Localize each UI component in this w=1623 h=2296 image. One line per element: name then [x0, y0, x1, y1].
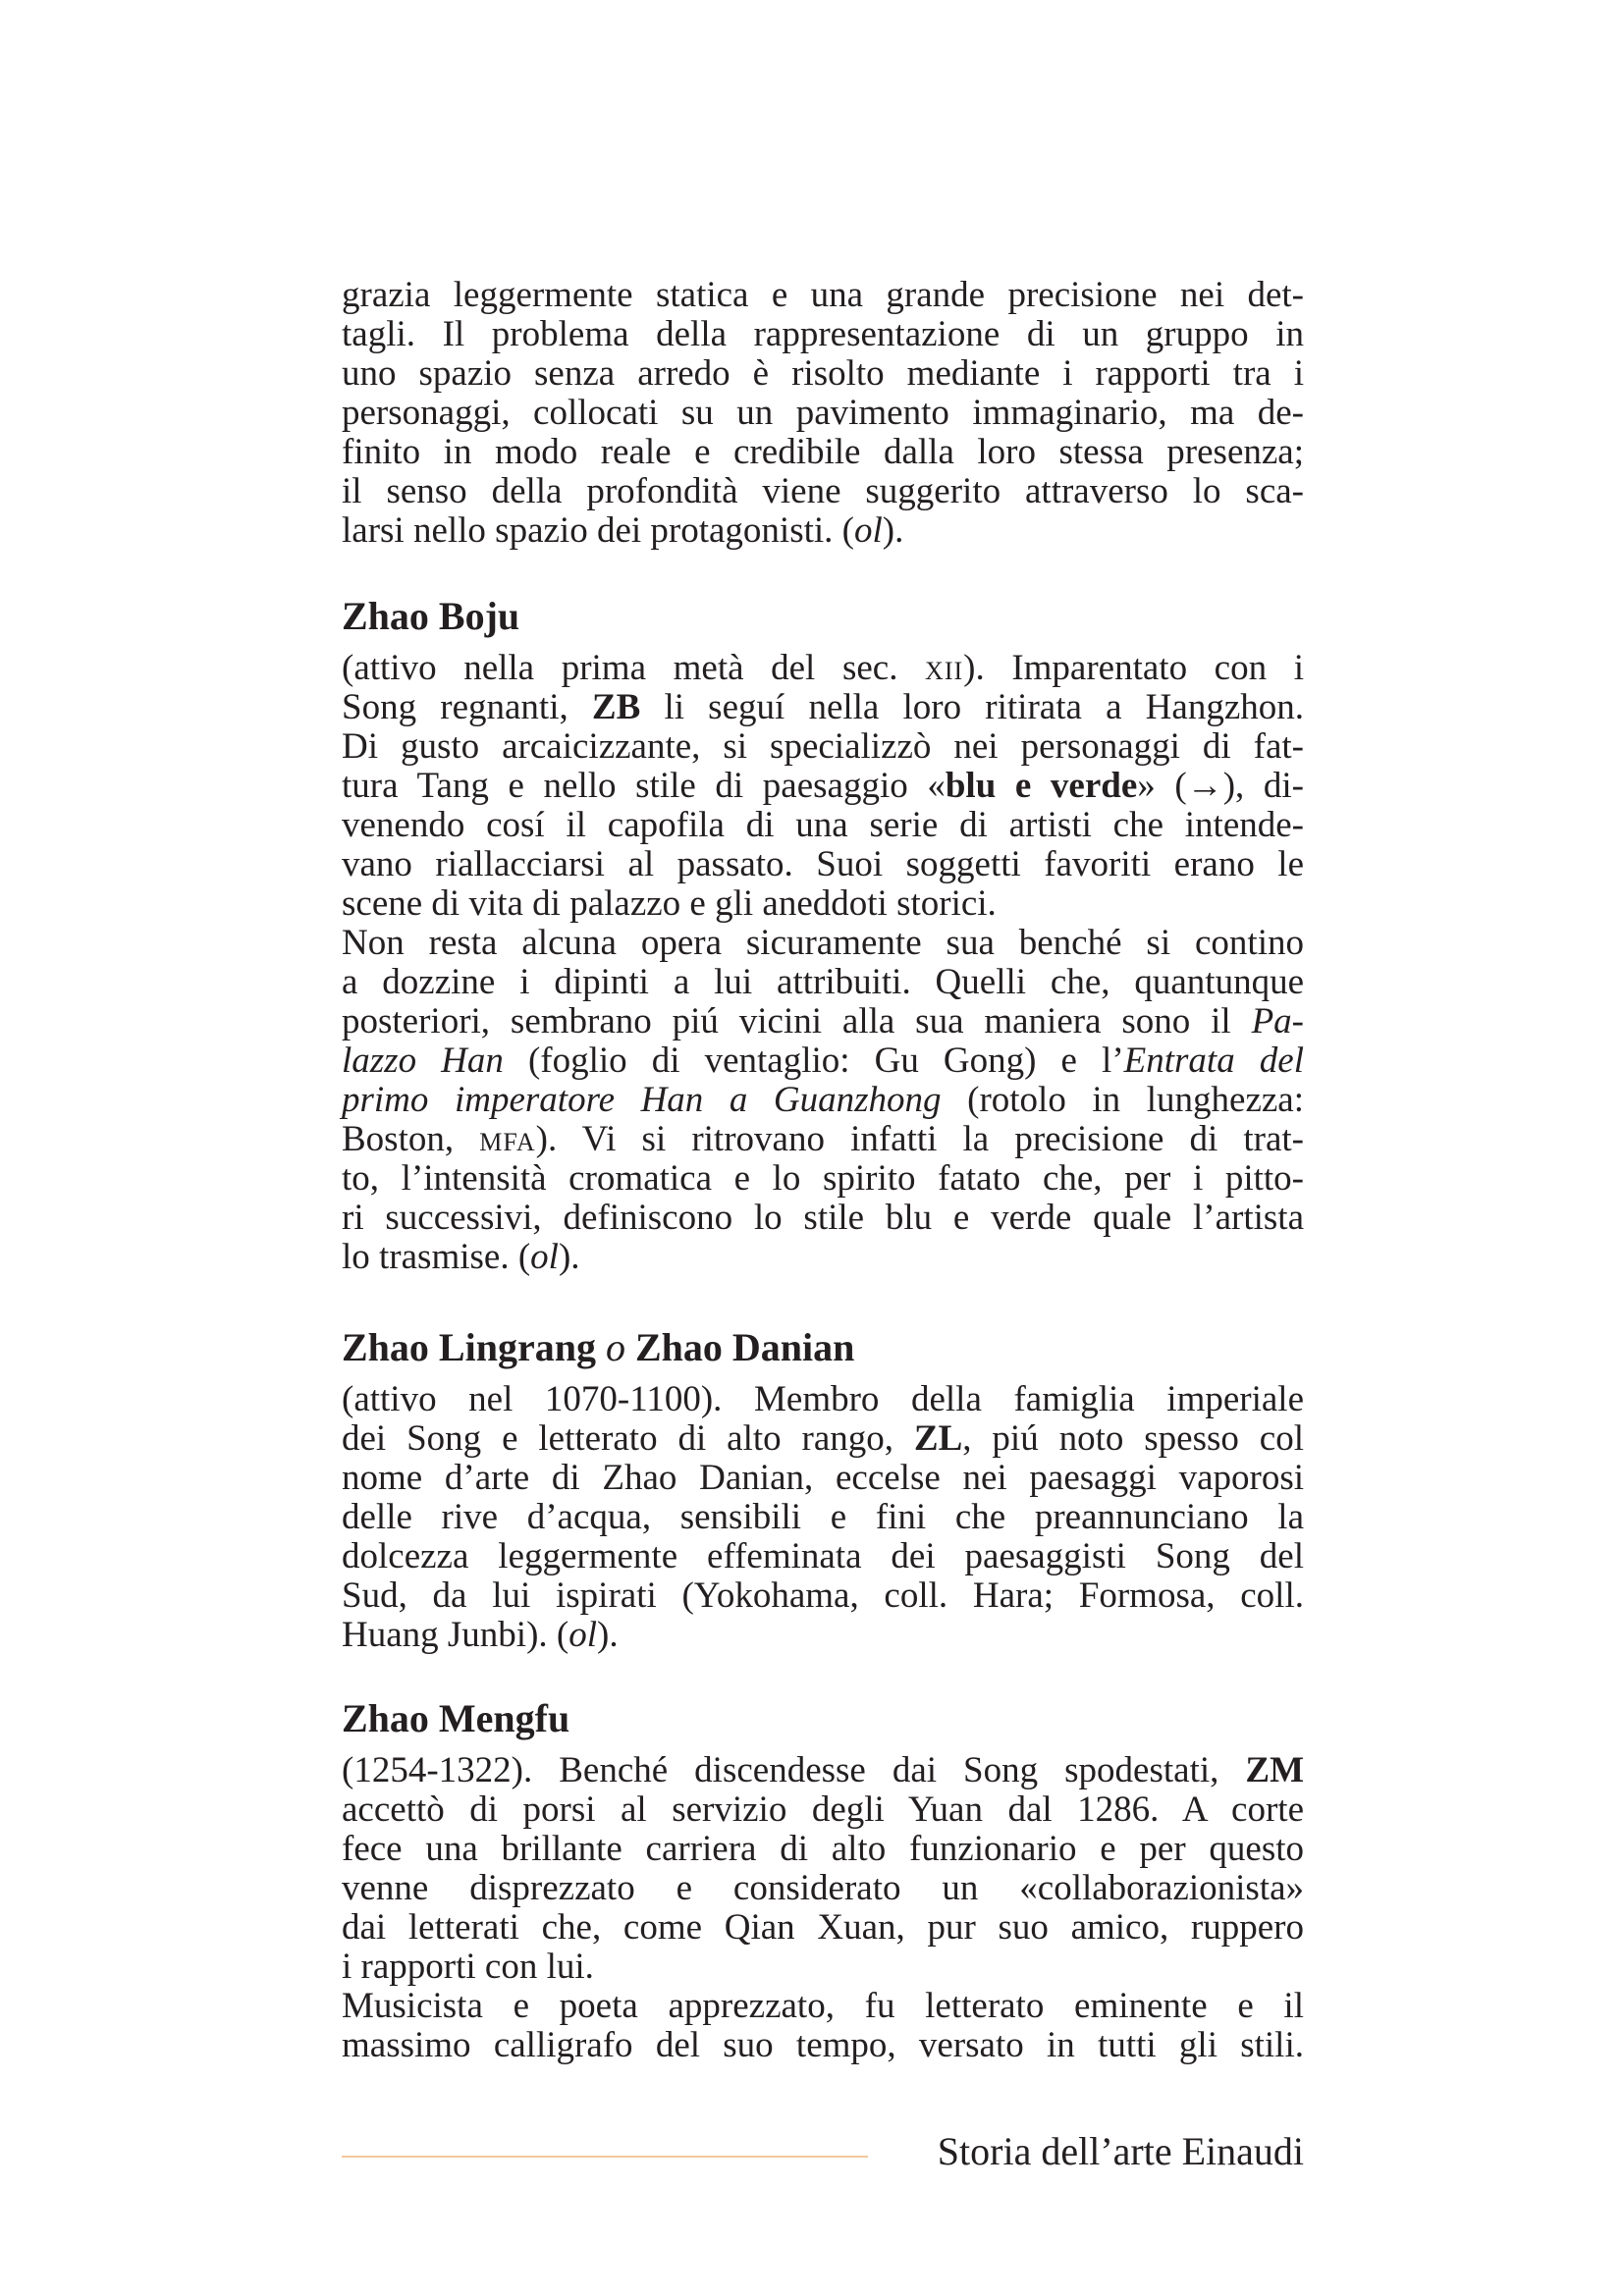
intro-paragraph — [342, 276, 1304, 551]
text-line: delle rive d’acqua, sensibili e fini che preannunciano la — [342, 1497, 1304, 1537]
text-line: fece una brillante carriera di alto funzionario e per questo — [342, 1829, 1304, 1869]
text-line: il senso della profondità viene suggerito attraverso lo sca- — [342, 471, 1304, 511]
title-conjunction: o — [605, 1325, 625, 1369]
text-line: Boston, mfa). Vi si ritrovano infatti la precisione di trat- — [342, 1119, 1305, 1159]
text-line: Song regnanti, ZB li seguí nella loro ritirata a Hangzhon. — [342, 687, 1304, 727]
text-line: tagli. Il problema della rappresentazione di un gruppo in — [342, 314, 1304, 354]
entry-title-zhao-mengfu: Zhao Mengfu — [342, 1696, 570, 1740]
text-line: larsi nello spazio dei protagonisti. (ol). — [342, 510, 904, 551]
text-line: venne disprezzato e considerato un «collaborazionista» — [342, 1868, 1304, 1908]
entry-title-zhao-lingrang: Zhao Lingrang o Zhao Danian — [342, 1325, 855, 1369]
text-line: lazzo Han (foglio di ventaglio: Gu Gong) e l’Entrata del — [342, 1041, 1304, 1081]
artwork-title: lazzo Han — [342, 1041, 504, 1081]
museum-abbreviation: mfa — [479, 1119, 536, 1159]
entry-body-zhao-boju — [342, 649, 1304, 1277]
text-line: uno spazio senza arredo è risolto mediante i rapporti tra i — [342, 353, 1304, 394]
entry-abbreviation: ZM — [1245, 1750, 1304, 1790]
text-line: Sud, da lui ispirati (Yokohama, coll. Hara; Formosa, coll. — [342, 1575, 1304, 1616]
text-line: a dozzine i dipinti a lui attribuiti. Quelli che, quantunque — [342, 962, 1304, 1002]
footer-rule — [342, 2156, 868, 2158]
text-line: Non resta alcuna opera sicuramente sua benché si contino — [342, 923, 1304, 963]
entry-body-zhao-mengfu — [342, 1751, 1304, 2065]
artwork-title: Pa- — [1251, 1001, 1304, 1041]
author-signature: ol — [854, 510, 883, 551]
artwork-title: Entrata del — [1123, 1041, 1304, 1081]
century-numeral: xii — [925, 648, 964, 688]
text-line: (attivo nel 1070-1100). Membro della famiglia imperiale — [342, 1379, 1304, 1419]
text-line: to, l’intensità cromatica e lo spirito fatato che, per i pitto- — [342, 1158, 1304, 1199]
author-signature: ol — [530, 1237, 559, 1277]
text-line: massimo calligrafo del suo tempo, versato in tutti gli stili. — [342, 2025, 1304, 2065]
text-line: scene di vita di palazzo e gli aneddoti storici. — [342, 883, 997, 924]
text-line: dai letterati che, come Qian Xuan, pur suo amico, ruppero — [342, 1907, 1304, 1948]
text-line: vano riallacciarsi al passato. Suoi soggetti favoriti erano le — [342, 844, 1304, 884]
text-line: primo imperatore Han a Guanzhong (rotolo in lunghezza: — [342, 1080, 1304, 1120]
text-line: Huang Junbi). (ol). — [342, 1615, 619, 1655]
cross-reference-term: blu e verde — [945, 766, 1138, 806]
text-line: grazia leggermente statica e una grande precisione nei det- — [342, 275, 1304, 315]
entry-title-zhao-boju: Zhao Boju — [342, 594, 520, 638]
text-line: nome d’arte di Zhao Danian, eccelse nei paesaggi vaporosi — [342, 1458, 1304, 1498]
text-line: dolcezza leggermente effeminata dei paesaggisti Song del — [342, 1536, 1304, 1576]
text-line: (attivo nella prima metà del sec. xii). Imparentato con i — [342, 648, 1304, 688]
artwork-title: primo imperatore Han a Guanzhong — [342, 1080, 942, 1120]
text-line: dei Song e letterato di alto rango, ZL, piú noto spesso col — [342, 1418, 1304, 1459]
text-line: ri successivi, definiscono lo stile blu e verde quale l’artista — [342, 1198, 1304, 1238]
text-line: Musicista e poeta apprezzato, fu letterato eminente e il — [342, 1986, 1304, 2026]
entry-abbreviation: ZL — [913, 1418, 963, 1459]
text-line: accettò di porsi al servizio degli Yuan dal 1286. A corte — [342, 1789, 1304, 1830]
text-line: (1254-1322). Benché discendesse dai Song spodestati, ZM — [342, 1750, 1304, 1790]
entry-abbreviation: ZB — [591, 687, 641, 727]
text-line: finito in modo reale e credibile dalla loro stessa presenza; — [342, 432, 1304, 472]
text-line: posteriori, sembrano piú vicini alla sua maniera sono il Pa- — [342, 1001, 1304, 1041]
author-signature: ol — [568, 1615, 597, 1655]
footer-publication-title: Storia dell’arte Einaudi — [937, 2129, 1304, 2173]
text-line: Di gusto arcaicizzante, si specializzò nei personaggi di fat- — [342, 726, 1304, 767]
text-line: personaggi, collocati su un pavimento immaginario, ma de- — [342, 393, 1304, 433]
text-line: venendo cosí il capofila di una serie di artisti che intende- — [342, 805, 1304, 845]
text-line: tura Tang e nello stile di paesaggio «blu e verde» (→), di- — [342, 766, 1304, 806]
entry-body-zhao-lingrang — [342, 1380, 1304, 1655]
text-line: i rapporti con lui. — [342, 1947, 594, 1987]
text-line: lo trasmise. (ol). — [342, 1237, 580, 1277]
